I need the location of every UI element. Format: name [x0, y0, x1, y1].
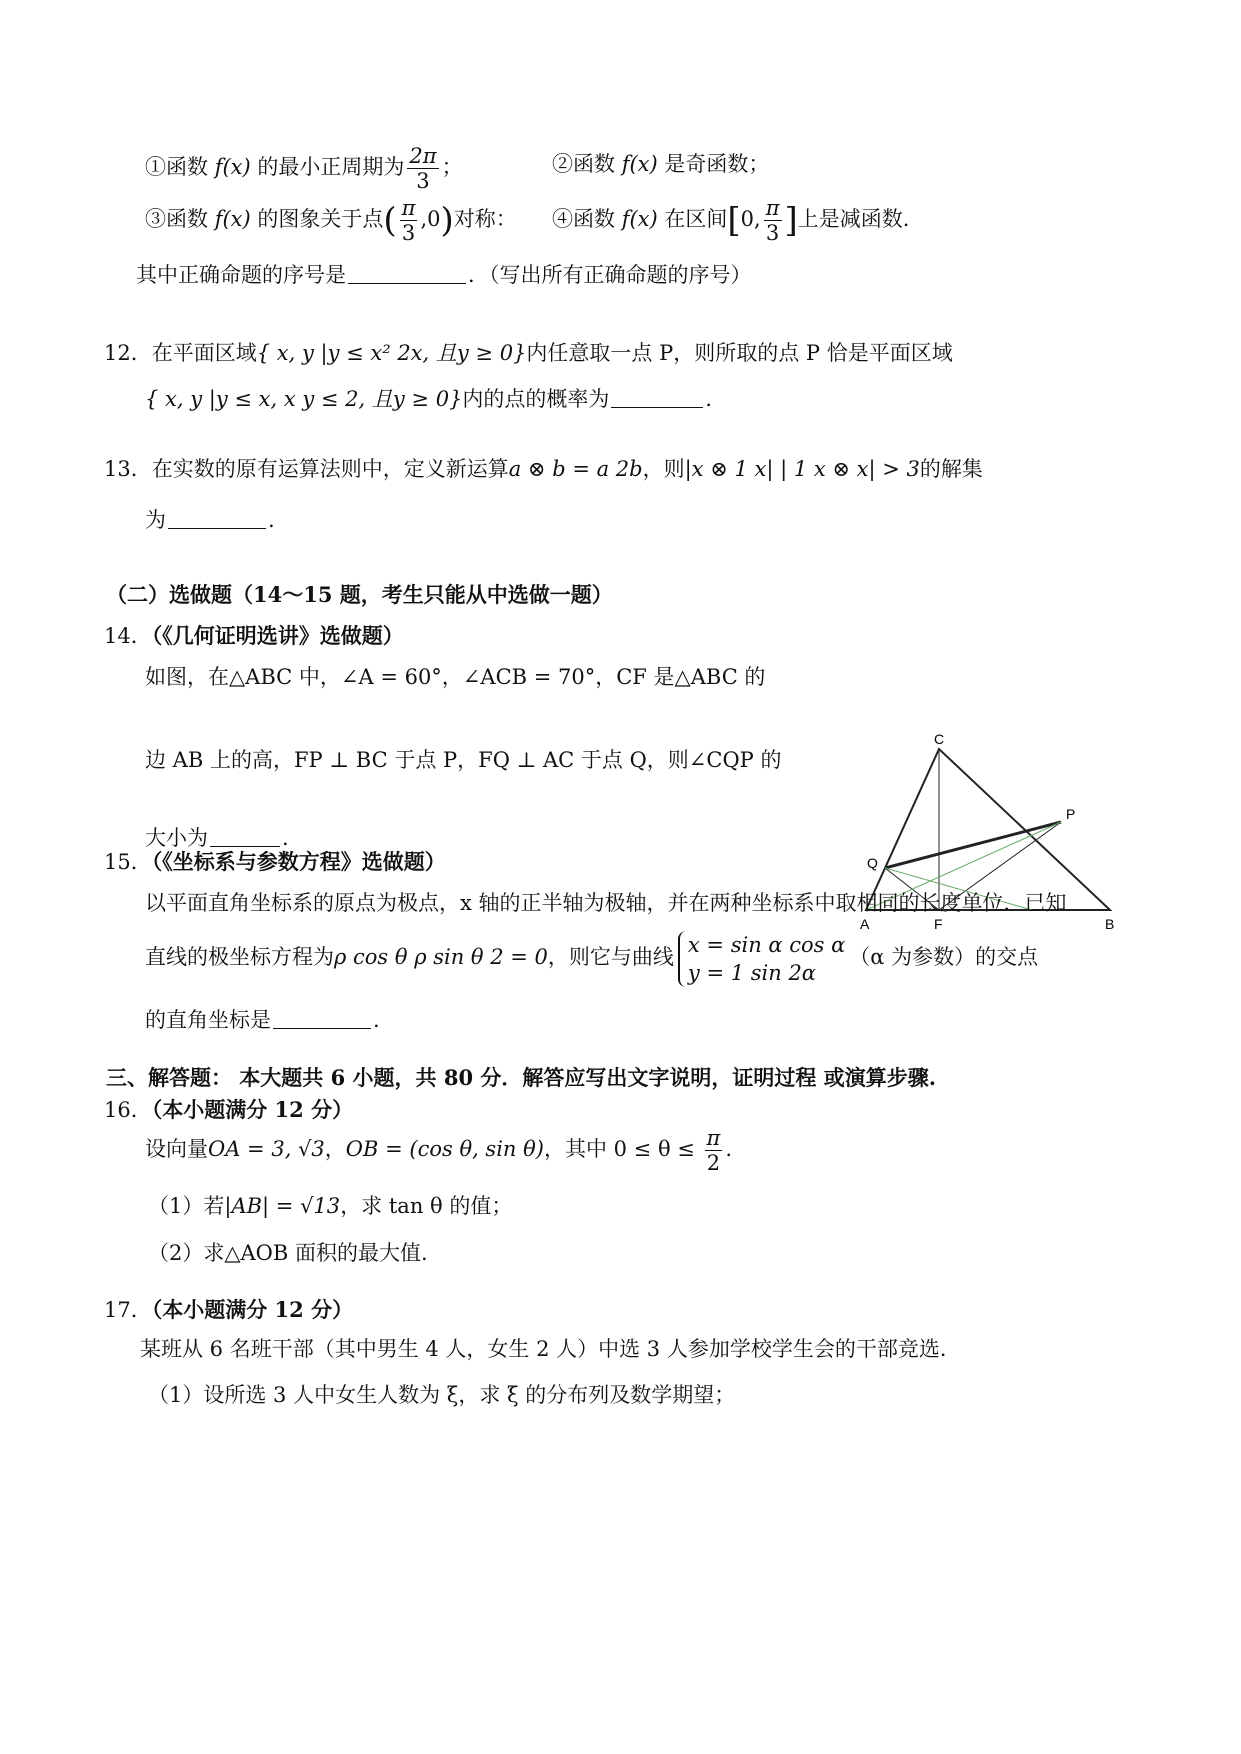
- label-q: Q: [867, 855, 878, 871]
- question-number: 13．: [104, 457, 152, 481]
- q15-line-2: 直线的极坐标方程为ρ cos θ ρ sin θ 2 = 0，则它与曲线 x = sin α cos α y = 1 sin 2α （α 为参数）的交点: [145, 932, 1039, 985]
- q12-line-1: 12．在平面区域{ x, y |y ≤ x² 2x, 且y ≥ 0}内任意取一点 P，则所取的点 P 恰是平面区域: [104, 341, 953, 365]
- q11-item-2: ②函数 f(x) 是奇函数；: [552, 152, 770, 176]
- q14-line-3: 大小为 .: [145, 826, 289, 850]
- question-number: 15．: [104, 850, 152, 874]
- question-number: 16．: [104, 1098, 152, 1122]
- q14-line-1: 如图，在△ABC 中，∠A = 60°，∠ACB = 70°，CF 是△ABC 的: [145, 665, 766, 689]
- q13-line-1: 13．在实数的原有运算法则中，定义新运算a ⊗ b = a 2b，则|x ⊗ 1 x| | 1 x ⊗ x| > 3的解集: [104, 457, 983, 481]
- triangle-abc: [866, 749, 1110, 910]
- answer-blank: [168, 508, 266, 529]
- parametric-system: x = sin α cos α y = 1 sin 2α: [678, 931, 845, 987]
- q17-line-1: 某班从 6 名班干部（其中男生 4 人，女生 2 人）中选 3 人参加学校学生会的干部竞选．: [140, 1337, 961, 1361]
- question-number: 17．: [104, 1298, 152, 1322]
- q15-line-3: 的直角坐标是 .: [145, 1008, 380, 1032]
- q15-line-1: 以平面直角坐标系的原点为极点，x 轴的正半轴为极轴，并在两种坐标系中取相同的长度单位．已知: [145, 891, 1067, 915]
- label-c: C: [934, 733, 945, 747]
- q17-part-1: （1）设所选 3 人中女生人数为 ξ，求 ξ 的分布列及数学期望；: [148, 1383, 736, 1407]
- q11-item-3: ③函数 f(x) 的图象关于点( $\frac{\pi}{3}$ ,0)对称：: [145, 196, 517, 245]
- label-b: B: [1105, 916, 1115, 932]
- question-number: 14．: [104, 624, 152, 648]
- answer-blank: [348, 263, 466, 284]
- q16-part-2: （2）求△AOB 面积的最大值.: [148, 1241, 428, 1265]
- section-3-heading: 三、解答题： 本大题共 6 小题，共 80 分．解答应写出文字说明，证明过程 或演算步骤.: [106, 1065, 937, 1090]
- q14-line-2: 边 AB 上的高，FP ⊥ BC 于点 P，FQ ⊥ AC 于点 Q，则∠CQP 的: [145, 748, 782, 772]
- q17-title: 17．（本小题满分 12 分）: [104, 1297, 354, 1322]
- q11-item-1: ①函数 f(x) 的最小正周期为 $\frac{2\pi}{3}$ ；: [145, 144, 463, 193]
- q13-line-2: 为 .: [145, 508, 275, 532]
- q16-title: 16．（本小题满分 12 分）: [104, 1097, 354, 1122]
- q11-answer-line: 其中正确命题的序号是 ．（写出所有正确命题的序号）: [136, 263, 752, 287]
- question-number: 12．: [104, 341, 152, 365]
- answer-blank: [611, 387, 703, 408]
- q11-item-4: ④函数 f(x) 在区间[0, $\frac{\pi}{3}$ ]上是减函数.: [552, 196, 910, 245]
- label-p: P: [1066, 806, 1076, 822]
- optional-section-heading: （二）选做题（14～15 题，考生只能从中选做一题）: [106, 582, 613, 607]
- q16-part-1: （1）若|AB| = √13，求 tan θ 的值；: [148, 1194, 513, 1218]
- answer-blank: [210, 826, 280, 847]
- answer-blank: [273, 1008, 371, 1029]
- label-a: A: [860, 916, 870, 932]
- label-f: F: [934, 916, 943, 932]
- fraction: $\frac{2\pi}{3}$: [409, 144, 437, 193]
- segment-qp: [885, 822, 1061, 868]
- q16-line-1: 设向量OA = 3, √3，OB = (cos θ, sin θ)，其中 0 ≤ θ ≤ $\frac{\pi}{2}$ .: [145, 1126, 733, 1175]
- q15-title: 15．（《坐标系与参数方程》选做题）: [104, 849, 446, 874]
- q14-title: 14．（《几何证明选讲》选做题）: [104, 623, 404, 648]
- q12-line-2: { x, y |y ≤ x, x y ≤ 2, 且y ≥ 0}内的点的概率为 ．: [145, 387, 727, 411]
